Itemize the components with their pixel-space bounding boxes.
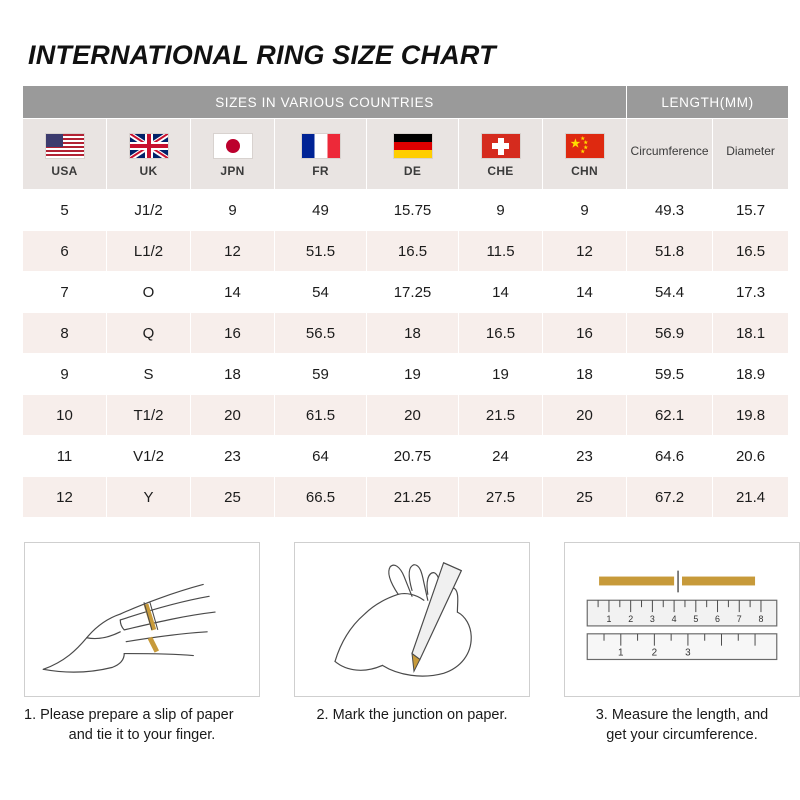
step-1-caption (24, 706, 260, 745)
flag-usa-icon (45, 133, 85, 159)
group-header-countries: SIZES IN VARIOUS COUNTRIES (23, 86, 627, 119)
table-cell: 24 (459, 436, 543, 477)
table-cell: 59 (275, 354, 367, 395)
table-cell: 19.8 (713, 395, 789, 436)
ruler-measuring-paper-drawing (565, 543, 799, 696)
table-cell: 16 (543, 313, 627, 354)
column-label-usa: USA (51, 164, 78, 178)
table-cell: 20.6 (713, 436, 789, 477)
table-cell: 14 (191, 272, 275, 313)
table-cell: 16.5 (459, 313, 543, 354)
table-cell: 23 (191, 436, 275, 477)
table-cell: 18 (191, 354, 275, 395)
table-cell: 18.1 (713, 313, 789, 354)
flag-switzerland-icon (481, 133, 521, 159)
svg-text:2: 2 (628, 613, 634, 624)
table-cell: 19 (367, 354, 459, 395)
column-label-de: DE (403, 164, 422, 178)
table-cell: 11.5 (459, 231, 543, 272)
hand-marking-paper-drawing (295, 543, 529, 696)
measurement-steps (22, 542, 778, 745)
table-cell: 9 (23, 354, 107, 395)
table-cell: 16.5 (713, 231, 789, 272)
table-cell: 21.5 (459, 395, 543, 436)
table-cell: 16 (191, 313, 275, 354)
table-cell: 10 (23, 395, 107, 436)
table-cell: 12 (23, 477, 107, 518)
pen-shape (412, 563, 461, 672)
flag-china-icon: ★ ★ ★ ★ ★ (565, 133, 605, 159)
ruler-bottom (587, 634, 777, 660)
group-header-length: LENGTH(MM) (627, 86, 789, 119)
table-cell: 51.8 (627, 231, 713, 272)
table-cell: Q (107, 313, 191, 354)
table-cell: 14 (543, 272, 627, 313)
svg-text:3: 3 (649, 613, 655, 624)
table-cell: J1/2 (107, 190, 191, 231)
table-cell: 21.25 (367, 477, 459, 518)
svg-text:6: 6 (715, 613, 721, 624)
table-cell: 56.5 (275, 313, 367, 354)
table-cell: 54.4 (627, 272, 713, 313)
step-3-line2: get your circumference. (606, 726, 758, 743)
table-row (23, 477, 789, 518)
table-cell: 21.4 (713, 477, 789, 518)
table-cell: 11 (23, 436, 107, 477)
column-header-fr (275, 119, 367, 190)
column-header-uk (107, 119, 191, 190)
table-cell: 15.75 (367, 190, 459, 231)
column-header-jpn (191, 119, 275, 190)
column-header-circumference: Circumference (627, 119, 713, 190)
table-row (23, 231, 789, 272)
table-cell: 23 (543, 436, 627, 477)
svg-text:8: 8 (758, 613, 764, 624)
step-2-line1: 2. Mark the junction on paper. (316, 707, 508, 723)
table-row (23, 190, 789, 231)
page-title: INTERNATIONAL RING SIZE CHART (28, 40, 496, 70)
table-cell: 12 (191, 231, 275, 272)
table-cell: 27.5 (459, 477, 543, 518)
table-cell: 25 (191, 477, 275, 518)
flag-germany-icon (393, 133, 433, 159)
step-3 (564, 542, 800, 745)
svg-text:5: 5 (693, 613, 699, 624)
table-cell: 20.75 (367, 436, 459, 477)
table-cell: 5 (23, 190, 107, 231)
step-1-line2: and tie it to your finger. (68, 726, 216, 743)
table-cell: 56.9 (627, 313, 713, 354)
table-cell: O (107, 272, 191, 313)
ruler-top (587, 600, 777, 626)
step-1-line1: 1. Please prepare a slip of paper (24, 707, 234, 723)
table-cell: V1/2 (107, 436, 191, 477)
table-cell: 6 (23, 231, 107, 272)
table-cell: 25 (543, 477, 627, 518)
table-row (23, 313, 789, 354)
table-cell: 64 (275, 436, 367, 477)
column-header-de (367, 119, 459, 190)
column-label-fr: FR (312, 164, 329, 178)
table-cell: Y (107, 477, 191, 518)
table-cell: 8 (23, 313, 107, 354)
flag-uk-icon (129, 133, 169, 159)
svg-text:4: 4 (671, 613, 677, 624)
table-cell: 20 (191, 395, 275, 436)
flag-japan-icon (213, 133, 253, 159)
table-cell: 20 (367, 395, 459, 436)
table-cell: 9 (543, 190, 627, 231)
table-row (23, 395, 789, 436)
table-cell: 18 (367, 313, 459, 354)
table-cell: 9 (191, 190, 275, 231)
table-row (23, 436, 789, 477)
ring-size-table-body (23, 190, 789, 518)
table-cell: 64.6 (627, 436, 713, 477)
table-cell: 12 (543, 231, 627, 272)
step-2-caption (294, 706, 530, 726)
column-label-chn: CHN (571, 164, 598, 178)
table-row (23, 354, 789, 395)
column-header-chn (543, 119, 627, 190)
table-cell: 14 (459, 272, 543, 313)
step-2 (294, 542, 530, 745)
column-header-usa (23, 119, 107, 190)
table-cell: S (107, 354, 191, 395)
svg-text:1: 1 (618, 647, 624, 659)
table-cell: 17.25 (367, 272, 459, 313)
table-cell: 7 (23, 272, 107, 313)
table-cell: 49 (275, 190, 367, 231)
step-2-illustration (294, 542, 530, 697)
step-3-illustration (564, 542, 800, 697)
table-cell: 61.5 (275, 395, 367, 436)
table-cell: 17.3 (713, 272, 789, 313)
table-cell: T1/2 (107, 395, 191, 436)
table-row (23, 272, 789, 313)
table-cell: 18 (543, 354, 627, 395)
table-cell: L1/2 (107, 231, 191, 272)
table-cell: 20 (543, 395, 627, 436)
table-cell: 18.9 (713, 354, 789, 395)
column-header-diameter: Diameter (713, 119, 789, 190)
table-cell: 16.5 (367, 231, 459, 272)
flag-france-icon (301, 133, 341, 159)
step-1-illustration (24, 542, 260, 697)
ring-size-table (22, 85, 789, 518)
svg-text:3: 3 (685, 647, 691, 659)
column-label-jpn: JPN (220, 164, 245, 178)
table-cell: 15.7 (713, 190, 789, 231)
table-cell: 67.2 (627, 477, 713, 518)
table-cell: 62.1 (627, 395, 713, 436)
table-cell: 66.5 (275, 477, 367, 518)
column-label-uk: UK (139, 164, 158, 178)
step-3-line1: 3. Measure the length, and (595, 707, 769, 723)
svg-text:7: 7 (736, 613, 742, 624)
table-cell: 54 (275, 272, 367, 313)
svg-text:1: 1 (606, 613, 612, 624)
table-cell: 51.5 (275, 231, 367, 272)
table-cell: 9 (459, 190, 543, 231)
table-cell: 49.3 (627, 190, 713, 231)
svg-text:2: 2 (651, 647, 658, 659)
hand-with-paper-strip-drawing (25, 543, 259, 696)
column-header-che (459, 119, 543, 190)
table-cell: 19 (459, 354, 543, 395)
column-label-che: CHE (487, 164, 514, 178)
step-1 (24, 542, 260, 745)
table-cell: 59.5 (627, 354, 713, 395)
step-3-caption (564, 706, 800, 745)
